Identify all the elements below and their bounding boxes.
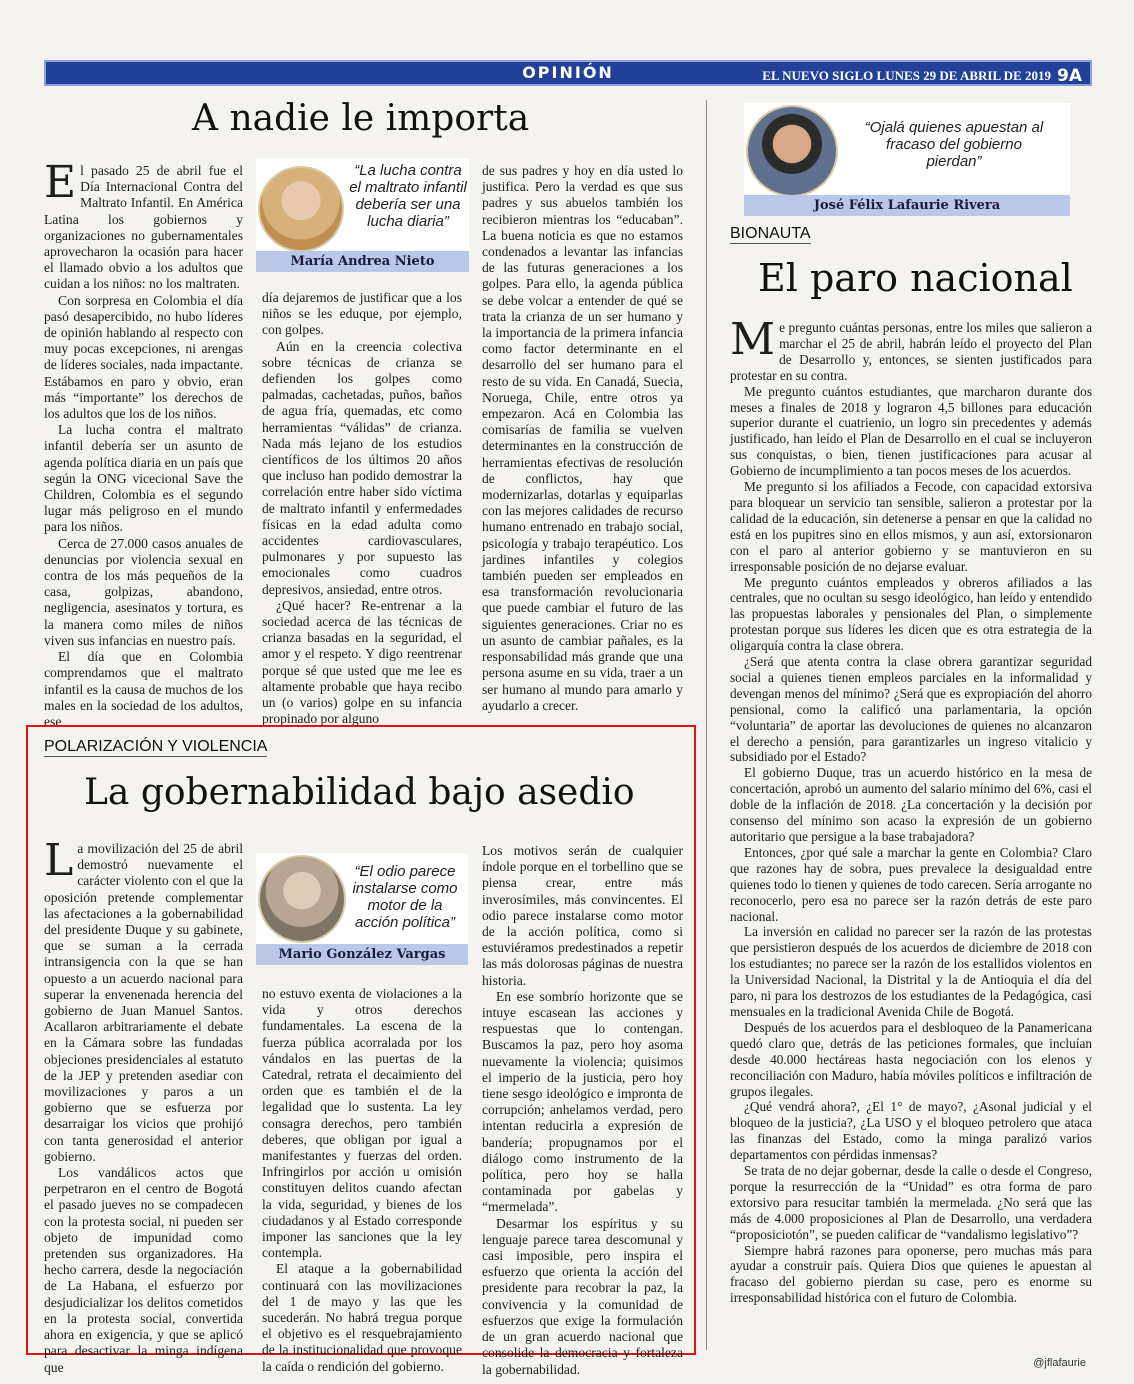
article1-column-2 [262, 290, 462, 727]
paragraph: La inversión en calidad no parecer ser la razón de las protestas que persistieron después de los acuerdos de diciembre de 2018 con los estudiantes; no parece ser la razón de los estallidos violentos en la Universidad Nacional, la Distrital y la de Antioquia el día del paro, ni para los destrozos de los estudiantes de la Pedagógica, casi mensuales en la tradicional Avenida Chile de Bogotá. [730, 924, 1092, 1019]
drop-cap: E [44, 157, 77, 208]
author-social-handle: @jflafaurie [1033, 1357, 1086, 1369]
paragraph: Desarmar los espíritus y su lenguaje parece tarea descomunal y casi imposible, pero inspira el esfuerzo que orienta la acción del presidente para recobrar la paz, la convivencia y la comunidad de esfuerzos que exige la formulación de un gran acuerdo nacional que consolide la democracia y fortaleza la gobernabilidad. [482, 1215, 683, 1377]
pull-quote-text: “La lucha contra el maltrato infantil debería ser una lucha diaria” [349, 162, 467, 230]
article2-column-3 [482, 843, 683, 1377]
paragraph: día dejaremos de justificar que a los niños se les eduque, por ejemplo, con golpes. [262, 290, 462, 338]
paragraph: Con sorpresa en Colombia el día pasó desapercibido, no hubo líderes de opinión hablando al respecto con muy pocas excepciones, ni arengas de líderes sociales, nada impactante. Estábamos en paro y obvio, eran más “importante” los derechos de los adultos que los de los niños. [44, 292, 243, 422]
article3-column [730, 314, 1092, 1352]
paragraph: Me pregunto cuántos empleados y obreros afiliados a las centrales, que no ocultan su sesgo ideológico, han leído y entendido las propuestas laborales y pensionales del Plan, o simplemente protestan porque sus líderes les dicen que es otra estrategia de la oligarquía contra la clase obrera. [730, 574, 1092, 654]
author-byline: José Félix Lafaurie Rivera [744, 195, 1070, 216]
paragraph: La movilización del 25 de abril demostró nuevamente el carácter violento con el que la oposición pretende complementar las afectaciones a la gobernabilidad del presidente Duque y su gabinete, que se suman a la cerrada intransigencia con la que se han opuesto a un acuerdo nacional para superar la envenenada herencia del gobierno de Juan Manuel Santos. Acallaron arbitrariamente el debate en la Cámara sobre las fundadas objeciones presidenciales al estatuto de la JEP y pretenden asediar con movilizaciones y paros a un gobierno que se esfuerza por desarraigar los vicios que prohijó con tanta generosidad el anterior gobierno. [44, 835, 243, 1164]
paragraph: de sus padres y hoy en día usted lo justifica. Pero la verdad es que sus padres y sus abuelos también los recibieron mientras los “educaban”. La buena noticia es que no estamos condenados a levantar las infancias de las futuras generaciones a los golpes. Para ello, la agenda pública se debe volcar a entender de qué se trata la crianza de un ser humano y la importancia de la primera infancia como factor determinante en el desarrollo del ser humano para el resto de su vida. En Canadá, Suecia, Noruega, Chile, entre otros ya empezaron. Acá en Colombia las comisarías de familia se vuelven determinantes en la construcción de herramientas efectivas de resolución de conflictos, hay que modernizarlas, dotarlas y equiparlas con las mejores calidades de recurso humano entrenado en trabajo social, psicología y trabajo terapéutico. Los jardines infantiles y colegios también pueden ser empleados en esa transformación revolucionaria que puede cambiar el futuro de las siguientes generaciones. Criar no es un asunto de cambiar pañales, es la responsabilidad más grande que una persona asume en su vida, traer a un ser humano al mundo para amarlo y ayudarlo a crecer. [482, 163, 683, 713]
paragraph: Me pregunto cuántas personas, entre los miles que salieron a marchar el 25 de abril, habrán leído el proyecto del Plan de Desarrollo y, entonces, se sienten justificados para protestar en su contra. [730, 314, 1092, 383]
author-photo-avatar [258, 166, 344, 252]
pull-quote-text: “El odio parece instalarse como motor de la acción política” [352, 863, 458, 931]
paragraph: El pasado 25 de abril fue el Día Internacional Contra del Maltrato Infantil. En América Latina los gobiernos y organizaciones no gubernamentales aprovecharon la ocasión para hacer el llamado obvio a los adultos que cuidan a los niños: no los maltraten. [44, 157, 243, 292]
paragraph: Entonces, ¿por qué sale a marchar la gente en Colombia? Claro que razones hay de sobra, pues prevalece la desigualdad entre quienes todo lo tienen y quienes de todo carecen. Sería arrogante no reconocerlo, pero esa no parece ser la razón detrás de este paro nacional. [730, 844, 1092, 924]
paragraph: El gobierno Duque, tras un acuerdo histórico en la mesa de concertación, aprobó un aumento del salario mínimo del 6%, casi el doble de la inflación de 2018. ¿La concertación y la decisión por consenso del mínimo son acaso la expresión de un gobierno autoritario que persigue a la base trabajadora? [730, 765, 1092, 844]
article2-kicker: POLARIZACIÓN Y VIOLENCIA [44, 738, 268, 755]
article2-title: La gobernabilidad bajo asedio [84, 772, 635, 813]
article1-column-1 [44, 157, 243, 729]
paragraph: El día que en Colombia comprendamos que el maltrato infantil es la causa de muchos de los males en la sociedad de los adultos, ese [44, 649, 243, 729]
paragraph: Se trata de no dejar gobernar, desde la calle o desde el Congreso, porque la resurrección de la “Unidad” es otra forma de paro extorsivo para resucitar también la mermelada. ¿No será que las más de 4.000 proposiciones al Plan de Desarrollo, una verdadera “proposiciotón”, se pueden calificar de “vandalismo legislativo”? [730, 1163, 1092, 1242]
paragraph: Me pregunto si los afiliados a Fecode, con capacidad extorsiva para bloquear un servicio tan sensible, salieron a protestar por la calidad de la educación, sin detenerse a pensar en que la calidad no está en los pupitres sino en ellos mismos, y aun así, extorsionaron con el paro al anterior gobierno y se mantuvieron en su irresponsable posición de no dejarse evaluar. [730, 479, 1092, 574]
page-number: 9A [1057, 66, 1082, 86]
paragraph: Los vandálicos actos que perpetraron en el centro de Bogotá el pasado jueves no se compadecen con la protesta social, ni pueden ser objeto de impunidad como pretenden sus organizadores. Ha hecho carrera, desde la negociación de La Habana, el esfuerzo por desjudicializar los delitos cometidos en la protesta social, convertida ahora en exigencia, y que se aplicó para desactivar la minga indígena que [44, 1165, 243, 1375]
author-byline: Mario González Vargas [256, 944, 468, 965]
paper-date-line [762, 65, 1082, 85]
drop-cap: M [730, 314, 776, 365]
article1-pull-quote [256, 158, 469, 272]
paragraph: El ataque a la gobernabilidad continuará con las movilizaciones del 1 de mayo y las que les sucederán. No habrá tregua porque el objetivo es el resquebrajamiento de la institucionalidad que provoque la caída o rendición del gobierno. [262, 1261, 462, 1374]
article1-column-3 [482, 163, 683, 718]
article2-pull-quote [256, 853, 468, 965]
paragraph: Me pregunto cuántos estudiantes, que marcharon durante dos meses a finales de 2018 y lograron 4,5 billones para educación superior durante el cuatrienio, un logro sin precedentes y además justificado, han leído el Plan de Desarrollo en el cual se incluyeron sus conquistas, o bien, tienen justificaciones para acusar al Gobierno de incumplimiento a tan pocos meses de los acuerdos. [730, 383, 1092, 479]
section-masthead [44, 60, 1092, 86]
column-divider [706, 100, 707, 1350]
pull-quote-text: “Ojalá quienes apuestan al fracaso del gobierno pierdan” [864, 119, 1044, 170]
drop-cap: L [44, 835, 74, 886]
paragraph: En ese sombrío horizonte que se intuye escasean las acciones y respuestas que lo contengan. Buscamos la paz, pero hoy asoma nuevamente la violencia; quisimos el imperio de la justicia, pero hoy tiene sesgo ideológico e impronta de corrupción; anhelamos verdad, pero intentan reducirla a expresión de bandería; propugnamos por el diálogo como instrumento de la política, pero hoy se halla contaminada por gabelas y “mermelada”. [482, 988, 683, 1215]
paper-name-date: EL NUEVO SIGLO LUNES 29 DE ABRIL DE 2019 [762, 68, 1051, 83]
article2-column-2 [262, 986, 462, 1374]
article2-column-1 [44, 835, 243, 1375]
article3-title: El paro nacional [758, 256, 1073, 300]
paragraph: no estuvo exenta de violaciones a la vida y otros derechos fundamentales. La escena de la fuerza pública acorralada por los vándalos en las puertas de la Catedral, retrata el decaimiento del orden que es también el de la legalidad que lo sustenta. La ley consagra derechos, pero también deberes, que obligan por igual a manifestantes y fuerzas del orden. Infringirlos por acción u omisión constituyen delitos cuando afectan la vida, seguridad, y bienes de los ciudadanos y al Estado corresponde imponer las sanciones que la ley contempla. [262, 986, 462, 1261]
paragraph: Los motivos serán de cualquier índole porque en el torbellino que se piensa crear, entre más inverosímiles, más convincentes. El odio parece instalarse como motor de la acción política, como si estuviéramos predestinados a repetir las más dolorosas páginas de nuestra historia. [482, 843, 683, 988]
article3-kicker: BIONAUTA [730, 225, 811, 242]
author-photo-avatar [258, 855, 346, 943]
author-byline: María Andrea Nieto [256, 251, 469, 272]
paragraph: La lucha contra el maltrato infantil debería ser un asunto de agenda política diaria en un país que según la ONG vicecional Save the Children, Colombia es el segundo lugar más peligroso en el mundo para los niños. [44, 422, 243, 535]
paragraph: ¿Será que atenta contra la clase obrera garantizar seguridad social a quienes tienen empleos parciales en la informalidad y devengan menos del mínimo? ¿Será que es expropiación del ahorro pensional, como la calificó una parlamentaria, la opción “voluntaria” de aportar las devoluciones de quienes no alcanzaron el derecho a pensión, para garantizarles un ingreso vitalicio y subsidiado por el Estado? [730, 654, 1092, 765]
section-name: OPINIÓN [522, 63, 614, 82]
paragraph: Después de los acuerdos para el desbloqueo de la Panamericana quedó claro que, detrás de las peticiones formales, que incluían desde 40.000 hectáreas hasta negociación con los elenos y reconciliación con Maduro, había móviles políticos e infiltración de grupos ilegales. [730, 1019, 1092, 1099]
article3-pull-quote [744, 103, 1070, 216]
paragraph: ¿Qué hacer? Re-entrenar a la sociedad acerca de las técnicas de crianza basadas en la seguridad, el amor y el respeto. Y digo reentrenar porque sé que usted que me lee es altamente probable que haya recibo un (o varios) golpe en su infancia propinado por alguno [262, 597, 462, 727]
paragraph: ¿Qué vendrá ahora?, ¿El 1° de mayo?, ¿Asonal judicial y el bloqueo de la justicia?, ¿La USO y el bloqueo petrolero que ataca las finanzas del Estado, como la minga paralizó varios departamentos con pérdidas inmensas? [730, 1099, 1092, 1163]
paragraph: Cerca de 27.000 casos anuales de denuncias por violencia sexual en contra de los más pequeños de la casa, golpizas, abandono, negligencia, asesinatos y tortura, es la manera como miles de niños viven sus infancias en nuestro país. [44, 535, 243, 648]
author-photo-avatar [746, 105, 838, 197]
article1-title: A nadie le importa [192, 98, 530, 139]
paragraph: Siempre habrá razones para oponerse, pero muchas más para ayudar a construir país. Quiera Dios que quienes le apuestan al fracaso del gobierno pierdan su case, pero es enorme su irresponsabilidad histórica con el futuro de Colombia. [730, 1242, 1092, 1306]
paragraph: Aún en la creencia colectiva sobre técnicas de crianza se defienden los golpes como palmadas, cachetadas, puños, baños de agua fría, quemadas, etc como herramientas “válidas” de crianza. Nada más lejano de los estudios científicos de los últimos 20 años que incluso han podido demostrar la correlación entre haber sido víctima de maltrato infantil y enfermedades físicas en la edad adulta como accidentes cardiovasculares, pulmonares y por supuesto las emocionales como cuadros depresivos, ansiedad, entre otros. [262, 338, 462, 597]
